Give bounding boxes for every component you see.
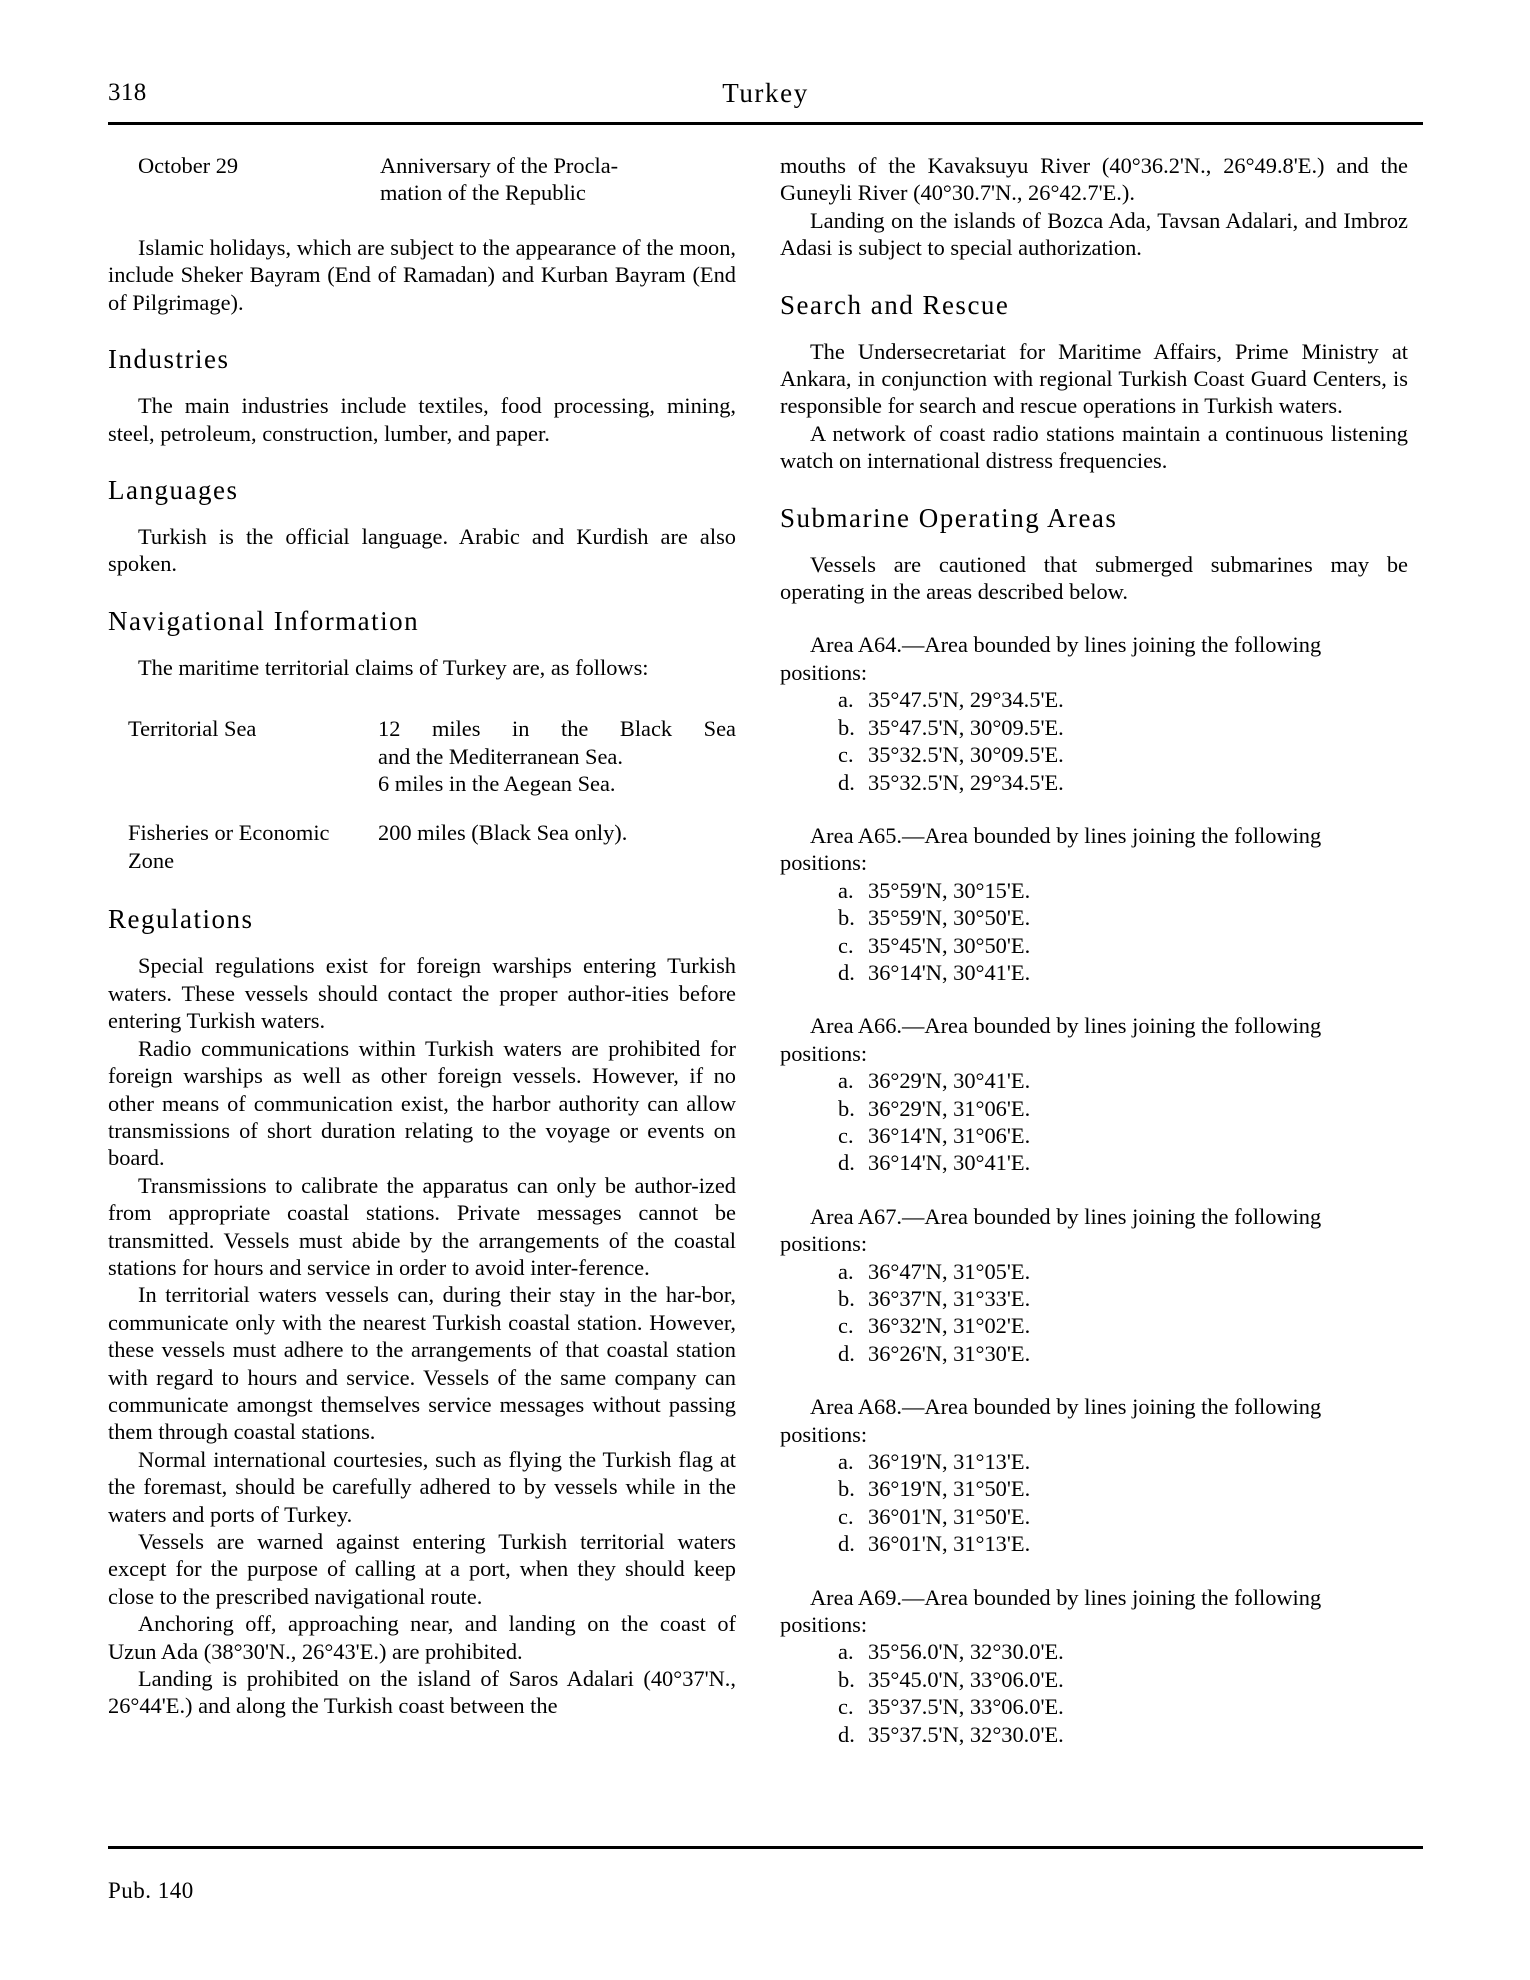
area-name: Area A66.	[810, 1013, 903, 1039]
claim-label: Territorial Sea	[128, 716, 257, 742]
list-marker: a.	[838, 1639, 854, 1665]
area-description: Area bounded by lines joining the following	[924, 1013, 1322, 1039]
position-coordinates: 35°32.5'N, 30°09.5'E.	[868, 742, 1064, 768]
position-coordinates: 35°56.0'N, 32°30.0'E.	[868, 1639, 1064, 1665]
list-marker: a.	[838, 1449, 854, 1475]
area-positions-label: positions:	[780, 659, 868, 685]
right-column	[780, 152, 1408, 1774]
position-coordinates: 36°01'N, 31°13'E.	[868, 1531, 1031, 1557]
heading-navigational-information: Navigational Information	[108, 605, 420, 636]
list-marker: b.	[838, 714, 855, 740]
list-marker: d.	[838, 1721, 855, 1747]
list-item	[780, 1475, 1408, 1502]
list-marker: b.	[838, 1476, 855, 1502]
area-positions-label: positions:	[780, 1231, 868, 1257]
claim-value	[378, 819, 736, 846]
area-dash: —	[902, 1013, 925, 1039]
submarine-area-block	[780, 822, 1408, 986]
list-marker: b.	[838, 1286, 855, 1311]
list-marker: c.	[838, 1503, 854, 1529]
position-coordinates: 36°29'N, 31°06'E.	[868, 1095, 1031, 1121]
heading-industries: Industries	[108, 344, 230, 375]
area-dash: —	[902, 822, 925, 848]
position-coordinates: 36°32'N, 31°02'E.	[868, 1313, 1031, 1339]
submarine-area-block	[780, 631, 1408, 795]
area-description: Area bounded by lines joining the following	[924, 1203, 1322, 1229]
table-row	[108, 819, 736, 873]
continued-paragraph: mouths of the Kavaksuyu River (40°36.2'N., 26°49.8'E.) and the Guneyli River (40°30.7'N., 26°42.7'E.).	[780, 153, 1408, 206]
position-coordinates: 35°45.0'N, 33°06.0'E.	[868, 1666, 1064, 1692]
regulations-paragraph: Radio communications within Turkish waters are prohibited for foreign warships as well as other foreign vessels. However, if no other means of communication exist, the harbor authority can allow transmissions of short duration relating to the voyage or events on board.	[108, 1035, 736, 1171]
area-description: Area bounded by lines joining the following	[924, 632, 1322, 658]
area-positions-label: positions:	[780, 1040, 868, 1066]
position-coordinates: 36°19'N, 31°50'E.	[868, 1476, 1031, 1502]
list-item	[780, 1721, 1408, 1748]
list-item	[780, 1285, 1408, 1312]
navigational-information-intro: The maritime territorial claims of Turkey are, as follows:	[138, 654, 649, 680]
area-positions-label: positions:	[780, 850, 868, 876]
list-marker: d.	[838, 1150, 855, 1176]
area-intro	[780, 1012, 1408, 1039]
claim-label: Fisheries or Economic Zone	[128, 820, 330, 873]
list-item	[780, 741, 1408, 768]
list-marker: b.	[838, 1666, 855, 1692]
list-item	[780, 1448, 1408, 1475]
islamic-holidays-paragraph: Islamic holidays, which are subject to the appearance of the moon, include Sheker Bayram (End of Ramadan) and Kurban Bayram (End of Pilgrimage).	[108, 235, 736, 315]
position-coordinates: 36°37'N, 31°33'E.	[868, 1286, 1031, 1311]
area-position-list	[780, 1067, 1408, 1177]
position-coordinates: 35°45'N, 30°50'E.	[868, 932, 1031, 958]
position-coordinates: 36°14'N, 31°06'E.	[868, 1122, 1031, 1148]
area-description: Area bounded by lines joining the following	[924, 1394, 1322, 1420]
position-coordinates: 36°29'N, 30°41'E.	[868, 1068, 1031, 1094]
submarine-area-block	[780, 1203, 1408, 1367]
position-coordinates: 35°47.5'N, 30°09.5'E.	[868, 714, 1064, 740]
holiday-entry	[108, 152, 736, 208]
area-name: Area A67.	[810, 1203, 903, 1229]
submarine-areas-intro: Vessels are cautioned that submerged submarines may be operating in the areas described below.	[780, 551, 1408, 605]
regulations-paragraph: Vessels are warned against entering Turkish territorial waters except for the purpose of calling at a port, when they should keep close to the prescribed navigational route.	[108, 1529, 736, 1609]
list-marker: d.	[838, 769, 855, 795]
area-intro	[780, 1203, 1408, 1230]
position-coordinates: 36°26'N, 31°30'E.	[868, 1340, 1031, 1366]
claim-value	[378, 715, 736, 797]
holiday-description	[380, 152, 700, 207]
list-item	[780, 1638, 1408, 1665]
position-coordinates: 35°59'N, 30°15'E.	[868, 877, 1031, 903]
search-and-rescue-paragraph: A network of coast radio stations maintain a continuous listening watch on international distress frequencies.	[780, 420, 1408, 474]
position-coordinates: 36°47'N, 31°05'E.	[868, 1258, 1031, 1284]
list-item	[780, 1666, 1408, 1693]
list-item	[780, 932, 1408, 959]
header-rule	[108, 122, 1423, 125]
submarine-area-block	[780, 1393, 1408, 1557]
holiday-description-line-2: mation of the Republic	[380, 180, 586, 206]
search-and-rescue-paragraph: The Undersecretariat for Maritime Affairs, Prime Ministry at Ankara, in conjunction with regional Turkish Coast Guard Centers, is responsible for search and rescue operations in Turkish waters.	[780, 338, 1408, 419]
list-item	[780, 1530, 1408, 1557]
position-coordinates: 36°14'N, 30°41'E.	[868, 1150, 1031, 1176]
list-item	[780, 877, 1408, 904]
submarine-area-block	[780, 1584, 1408, 1748]
position-coordinates: 36°01'N, 31°50'E.	[868, 1503, 1031, 1529]
area-position-list	[780, 1638, 1408, 1748]
list-marker: a.	[838, 877, 854, 903]
area-positions-label: positions:	[780, 1421, 868, 1447]
running-head	[108, 78, 1423, 118]
list-item	[780, 1340, 1408, 1367]
list-item	[780, 1503, 1408, 1530]
list-marker: a.	[838, 687, 854, 713]
area-dash: —	[902, 1584, 925, 1610]
table-row	[108, 715, 736, 797]
list-item	[780, 904, 1408, 931]
claim-value-line: 200 miles (Black Sea only).	[378, 820, 628, 846]
heading-regulations: Regulations	[108, 904, 254, 935]
heading-search-and-rescue: Search and Rescue	[780, 289, 1010, 320]
area-name: Area A69.	[810, 1584, 903, 1610]
list-marker: a.	[838, 1258, 854, 1284]
industries-paragraph: The main industries include textiles, food processing, mining, steel, petroleum, construction, lumber, and paper.	[108, 393, 736, 446]
area-position-list	[780, 1258, 1408, 1368]
position-coordinates: 35°37.5'N, 33°06.0'E.	[868, 1694, 1064, 1720]
continued-paragraph: Landing on the islands of Bozca Ada, Tavsan Adalari, and Imbroz Adasi is subject to special authorization.	[780, 207, 1408, 261]
position-coordinates: 35°37.5'N, 32°30.0'E.	[868, 1721, 1064, 1747]
list-marker: c.	[838, 1122, 854, 1148]
area-position-list	[780, 1448, 1408, 1558]
position-coordinates: 35°59'N, 30°50'E.	[868, 905, 1031, 931]
submarine-area-block	[780, 1012, 1408, 1176]
list-item	[780, 1095, 1408, 1122]
area-dash: —	[902, 1203, 925, 1229]
list-item	[780, 959, 1408, 986]
list-marker: c.	[838, 1313, 854, 1339]
regulations-paragraph: Landing is prohibited on the island of Saros Adalari (40°37'N., 26°44'E.) and along the Turkish coast between the	[108, 1666, 736, 1719]
area-description: Area bounded by lines joining the following	[924, 822, 1322, 848]
left-column	[108, 152, 736, 1720]
area-intro	[780, 1584, 1408, 1611]
page-number: 318	[108, 79, 147, 106]
list-item	[780, 1258, 1408, 1285]
area-intro	[780, 1393, 1408, 1420]
regulations-paragraph: Anchoring off, approaching near, and landing on the coast of Uzun Ada (38°30'N., 26°43'E.) are prohibited.	[108, 1611, 736, 1664]
claim-value-line: 12 miles in the Black Sea	[378, 716, 736, 742]
footer-rule	[108, 1846, 1423, 1849]
position-coordinates: 36°19'N, 31°13'E.	[868, 1449, 1031, 1475]
book-title: Turkey	[722, 78, 809, 108]
area-dash: —	[902, 632, 925, 658]
list-marker: a.	[838, 1068, 854, 1094]
territorial-claims-table	[108, 715, 736, 873]
list-marker: d.	[838, 959, 855, 985]
area-dash: —	[902, 1394, 925, 1420]
regulations-paragraph: In territorial waters vessels can, during their stay in the har-bor, communicate only with the nearest Turkish coastal station. However, these vessels must adhere to the arrangements of that coastal station with regard to hours and service. Vessels of the same company can communicate amongst themselves service messages without passing them through coastal stations.	[108, 1282, 736, 1445]
list-marker: b.	[838, 905, 855, 931]
list-item	[780, 714, 1408, 741]
area-description: Area bounded by lines joining the following	[924, 1584, 1322, 1610]
list-item	[780, 1067, 1408, 1094]
list-item	[780, 769, 1408, 796]
heading-submarine-operating-areas: Submarine Operating Areas	[780, 502, 1118, 533]
list-marker: c.	[838, 1694, 854, 1720]
list-marker: b.	[838, 1095, 855, 1121]
position-coordinates: 36°14'N, 30°41'E.	[868, 959, 1031, 985]
area-position-list	[780, 877, 1408, 987]
list-item	[780, 1312, 1408, 1339]
list-marker: d.	[838, 1340, 855, 1366]
heading-languages: Languages	[108, 475, 239, 506]
area-intro	[780, 631, 1408, 658]
area-position-list	[780, 686, 1408, 796]
list-item	[780, 1122, 1408, 1149]
area-intro	[780, 822, 1408, 849]
list-item	[780, 1693, 1408, 1720]
area-name: Area A65.	[810, 822, 903, 848]
regulations-paragraph: Normal international courtesies, such as flying the Turkish flag at the foremast, should be carefully adhered to by vessels while in the waters and ports of Turkey.	[108, 1446, 736, 1527]
claim-value-line: and the Mediterranean Sea.	[378, 743, 623, 769]
holiday-date: October 29	[138, 153, 239, 178]
area-name: Area A68.	[810, 1394, 903, 1420]
claim-value-line: 6 miles in the Aegean Sea.	[378, 771, 616, 797]
languages-paragraph: Turkish is the official language. Arabic and Kurdish are also spoken.	[108, 524, 736, 577]
list-marker: c.	[838, 932, 854, 958]
list-marker: d.	[838, 1531, 855, 1557]
regulations-paragraph: Transmissions to calibrate the apparatus can only be author-ized from appropriate coastal stations. Private messages cannot be transmitted. Vessels must abide by the arrangements of the coastal stations for hours and service in order to avoid inter-ference.	[108, 1172, 736, 1280]
position-coordinates: 35°47.5'N, 29°34.5'E.	[868, 687, 1064, 713]
area-positions-label: positions:	[780, 1612, 868, 1638]
holiday-description-line-1: Anniversary of the Procla-	[380, 153, 619, 178]
area-name: Area A64.	[810, 632, 903, 658]
list-item	[780, 1149, 1408, 1176]
list-item	[780, 686, 1408, 713]
publication-label: Pub. 140	[108, 1878, 194, 1903]
regulations-paragraph: Special regulations exist for foreign warships entering Turkish waters. These vessels should contact the proper author-ities before entering Turkish waters.	[108, 953, 736, 1034]
position-coordinates: 35°32.5'N, 29°34.5'E.	[868, 769, 1064, 795]
list-marker: c.	[838, 742, 854, 768]
